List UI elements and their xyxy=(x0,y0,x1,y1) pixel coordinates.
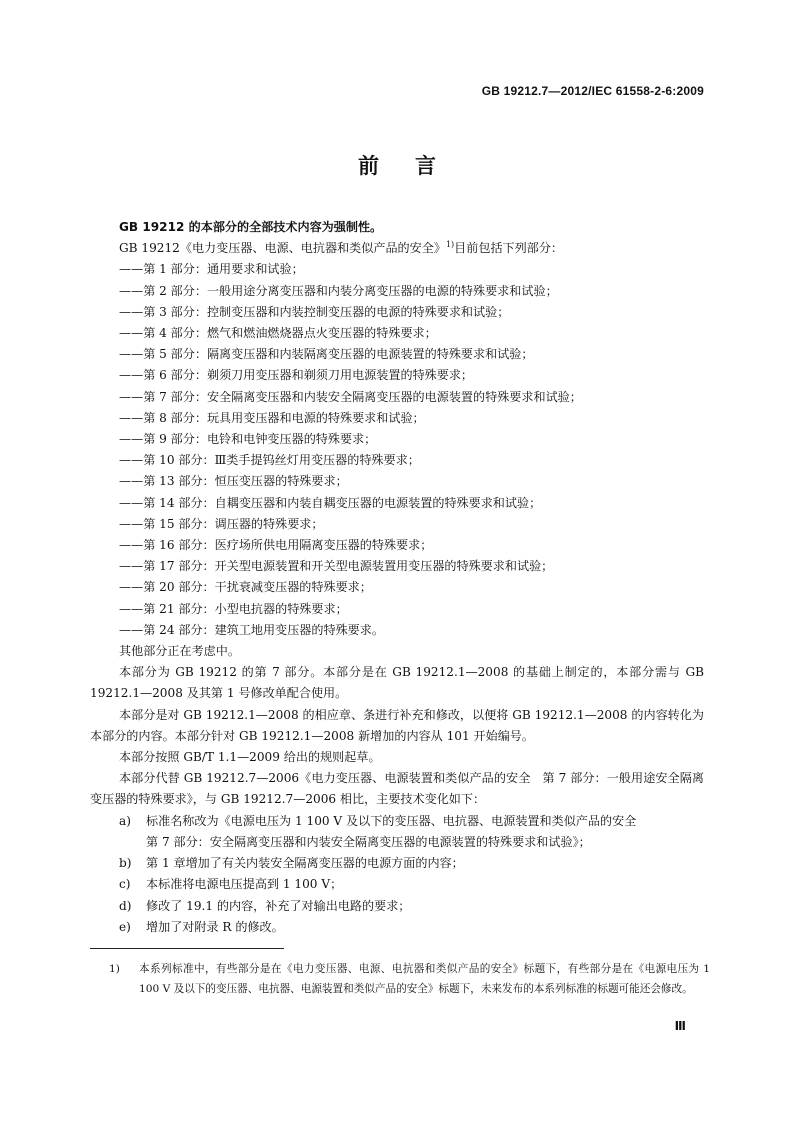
change-marker: e) xyxy=(119,919,131,934)
header-standard-id: GB 19212.7—2012/IEC 61558-2-6:2009 xyxy=(481,84,704,98)
list-item: ——第 9 部分：电铃和电钟变压器的特殊要求； xyxy=(119,432,377,447)
list-item: ——第 1 部分：通用要求和试验； xyxy=(119,262,304,277)
list-item: ——第 20 部分：干扰衰减变压器的特殊要求； xyxy=(119,580,372,595)
list-item: ——第 16 部分：医疗场所供电用隔离变压器的特殊要求； xyxy=(119,538,433,553)
change-marker: d) xyxy=(119,898,132,913)
list-item: ——第 14 部分：自耦变压器和内装自耦变压器的电源装置的特殊要求和试验； xyxy=(119,495,542,510)
list-item: ——第 13 部分：恒压变压器的特殊要求； xyxy=(119,474,348,489)
paragraph-part7: 本部分为 GB 19212 的第 7 部分。本部分是在 GB 19212.1—2008 的基础上制定的，本部分需与 GB 19212.1—2008 及其第 1 号修改单配合使用。 xyxy=(90,665,704,701)
change-item xyxy=(90,853,704,874)
change-item xyxy=(90,811,704,853)
change-marker: b) xyxy=(119,856,132,871)
list-item: ——第 2 部分：一般用途分离变压器和内装分离变压器的电源的特殊要求和试验； xyxy=(119,283,558,298)
change-marker: c) xyxy=(119,877,131,892)
list-item: ——第 17 部分：开关型电源装置和开关型电源装置用变压器的特殊要求和试验； xyxy=(119,559,554,574)
series-intro xyxy=(90,238,704,259)
series-intro-text: GB 19212《电力变压器、电源、电抗器和类似产品的安全》 xyxy=(119,241,446,256)
page-number: Ⅲ xyxy=(674,1019,686,1033)
change-text-continued: 第 7 部分：安全隔离变压器和内装安全隔离变压器的电源装置的特殊要求和试验》； xyxy=(146,834,591,849)
list-item: ——第 7 部分：安全隔离变压器和内装安全隔离变压器的电源装置的特殊要求和试验； xyxy=(119,389,582,404)
list-item: ——第 4 部分：燃气和燃油燃烧器点火变压器的特殊要求； xyxy=(119,326,437,341)
footnote-divider xyxy=(90,948,284,949)
series-intro-tail: 目前包括下列部分： xyxy=(454,241,564,256)
changes-list xyxy=(90,811,704,938)
list-item: ——第 15 部分：调压器的特殊要求； xyxy=(119,516,324,531)
page-title: 前言 xyxy=(358,154,472,178)
other-parts-note: 其他部分正在考虑中。 xyxy=(119,644,240,659)
paragraph-replaces: 本部分代替 GB 19212.7—2006《电力变压器、电源装置和类似产品的安全 第 7 部分：一般用途安全隔离变压器的特殊要求》，与 GB 19212.7—2006 相比，主要技术变化如下： xyxy=(90,771,704,807)
change-text: 增加了对附录 R 的修改。 xyxy=(146,919,284,934)
change-text: 标准名称改为《电源电压为 1 100 V 及以下的变压器、电抗器、电源装置和类似产品的安全 xyxy=(146,813,637,828)
list-item: ——第 8 部分：玩具用变压器和电源的特殊要求和试验； xyxy=(119,410,425,425)
footnote-text: 本系列标准中，有些部分是在《电力变压器、电源、电抗器和类似产品的安全》标题下，有些部分是在《电源电压为 1 100 V 及以下的变压器、电抗器、电源装置和类似产品的安全》标题下，未来发布的本系列标准的标题可能还会修改。 xyxy=(139,963,710,995)
change-item xyxy=(90,874,704,895)
change-marker: a) xyxy=(119,813,131,828)
list-item: ——第 3 部分：控制变压器和内装控制变压器的电源的特殊要求和试验； xyxy=(119,304,510,319)
paragraph-supplement: 本部分是对 GB 19212.1—2008 的相应章、条进行补充和修改，以便将 GB 19212.1—2008 的内容转化为本部分的内容。本部分针对 GB 19212.1—2008 新增加的内容从 101 开始编号。 xyxy=(90,707,704,743)
parts-list xyxy=(90,259,704,641)
change-text: 修改了 19.1 的内容，补充了对输出电路的要求； xyxy=(146,898,411,913)
change-text: 第 1 章增加了有关内装安全隔离变压器的电源方面的内容； xyxy=(146,856,464,871)
footnote-ref: 1) xyxy=(445,240,455,250)
paragraph-drafting-rules: 本部分按照 GB/T 1.1—2009 给出的规则起草。 xyxy=(119,750,381,765)
list-item: ——第 5 部分：隔离变压器和内装隔离变压器的电源装置的特殊要求和试验； xyxy=(119,347,534,362)
list-item: ——第 21 部分：小型电抗器的特殊要求； xyxy=(119,601,348,616)
change-text: 本标准将电源电压提高到 1 100 V； xyxy=(146,877,343,892)
list-item: ——第 24 部分：建筑工地用变压器的特殊要求。 xyxy=(119,622,384,637)
change-item xyxy=(90,917,704,938)
list-item: ——第 10 部分：Ⅲ类手提钨丝灯用变压器的特殊要求； xyxy=(119,453,420,468)
change-item xyxy=(90,896,704,917)
mandatory-statement: GB 19212 的本部分的全部技术内容为强制性。 xyxy=(119,220,383,234)
footnote-number: 1) xyxy=(109,963,120,975)
footnote xyxy=(109,959,710,999)
list-item: ——第 6 部分：剃须刀用变压器和剃须刀用电源装置的特殊要求； xyxy=(119,368,474,383)
document-body xyxy=(90,217,704,938)
